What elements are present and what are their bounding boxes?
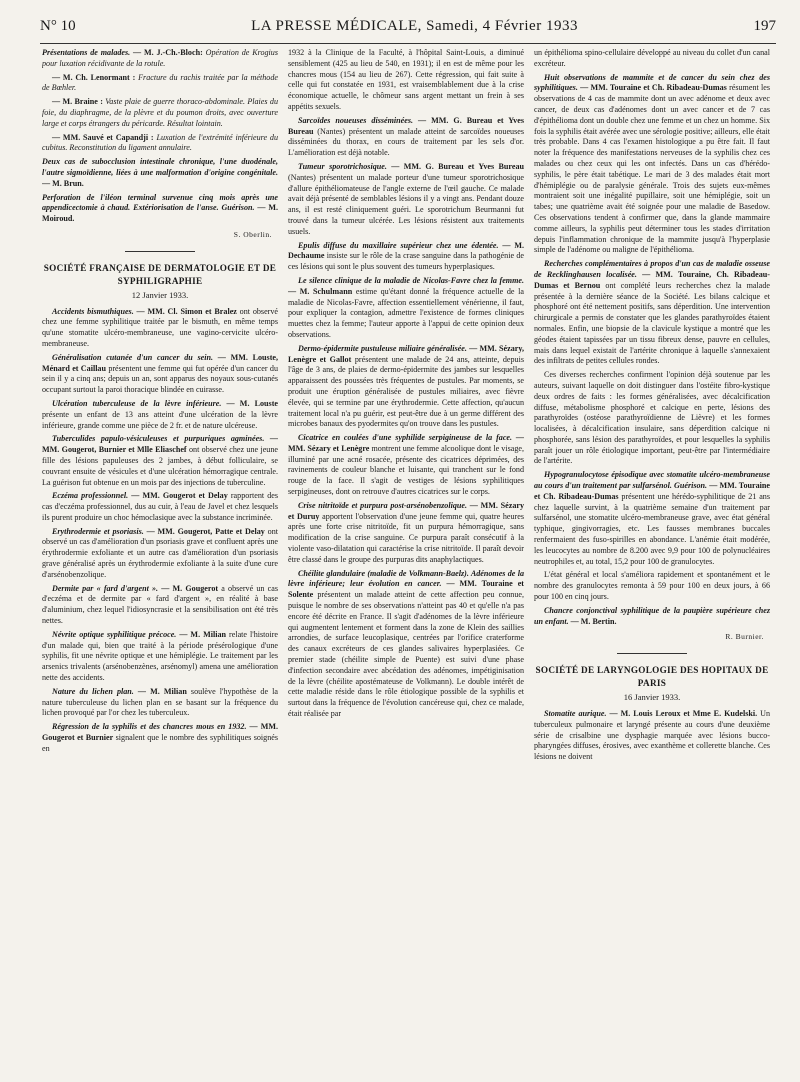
session-date: 12 Janvier 1933. bbox=[131, 289, 189, 300]
entry: Présentations de malades. — M. J.-Ch.-Bloch: Opération de Krogius pour luxation récidivante de la rotule. bbox=[42, 48, 278, 68]
entry: 1932 à la Clinique de la Faculté, à l'hôpital Saint-Louis, a diminué sensiblement (425 au lieu de 540, en 1931); il en est de même pour les chancres mous (154 au lieu de 267). Cette régression, qui fait suite à celle qui fut constatée en 1931, est vraisemblablement due à la crise économique actuelle, le chômeur sans argent mettant un frein à ses appétits sexuels. bbox=[288, 48, 524, 111]
journal-title: LA PRESSE MÉDICALE, Samedi, 4 Février 1933 bbox=[251, 18, 578, 34]
page-number: 197 bbox=[753, 18, 776, 34]
entry: Perforation de l'iléon terminal survenue cinq mois après une appendicectomie à chaud. Extériorisation de l'anse. Guérison. — M. Moiroud. bbox=[42, 192, 278, 224]
entry: Nature du lichen plan. — M. Milian soulève l'hypothèse de la nature tuberculeuse du lichen plan en se basant sur la fréquence du lichen provoqué par l'or chez les tuberculeux. bbox=[42, 686, 278, 718]
entry: Huit observations de mammite et de cancer du sein chez des syphilitiques. — MM. Touraine et Ch. Ribadeau-Dumas résument les observations de 4 cas de mammite dont un avec adénome et deux avec cancer, de deux cas d'adénomes dont un avec cancer et de 7 cas d'épithélioma dont un double chez une femme et un chez un homme. Six fois la syphilis était avérée avec une sérologie positive; ailleurs, elle était très probable. Dans 4 cas l'examen histologique a pu être fait. Il faut noter la fréquence des manifestations nerveuses de la syphilis chez ces malades ou chez ceux qui les ont infectés. Dans un cas d'hérédo-syphilis, le père était tabétique. Le mari de 3 des malades était mort d'hémiplégie ou de paralysie générale. Trois des sujets eux-mêmes montraient soit une inégalité pupillaire, soit une hémiplégie, soit un tabes; une quatrième avait été soignée pour une maladie de Basedow. Ces observations tendent à confirmer que, dans la glande mammaire comme ailleurs, la syphilis peut déterminer tous les stades d'irritation depuis l'inflammation chronique de la mammite jusqu'à l'hyperplasie simple de l'adénome ou maligne de l'épithélioma. bbox=[534, 72, 770, 255]
entry: un épithélioma spino-cellulaire développé au niveau du collet d'un canal excréteur. bbox=[534, 48, 770, 68]
entry: Chéilite glandulaire (maladie de Volkmann-Baelz). Adénomes de la lèvre inférieure; leur évolution en cancer. — MM. Touraine et Solente présentent un malade atteint de cette affection peu connue, puisque le nombre de ses observations n'atteint pas 40 et qu'elle n'a pas encore été décrite en France. Il s'agit d'adénomes de la lèvre inférieure qui augmentent lentement et forment dans la zone de Klein des saillies arrondies, de surface leucoplasique, centrées par l'orifice craterforme des canaux excréteurs de ces glandes salivaires hyperplasiées. Ce premier stade (chéilite simple de Puente) est suivi d'une phase d'infection secondaire avec abcédation des adénomes, impétiginisation de la lèvre (chéilite apostémateuse de Volkmann). Le double intérêt de cette maladie réside dans le rôle étiologique possible de la syphilis et surtout dans la fréquence de l'évolution cancéreuse qui, chez ce malade, était réalisée par bbox=[288, 568, 524, 719]
entry: — M. Ch. Lenormant : Fracture du rachis traitée par la méthode de Bœhler. bbox=[42, 72, 278, 93]
entry: Crise nitritoïde et purpura post-arsénobenzolique. — MM. Sézary et Duruy apportent l'observation d'une jeune femme qui, quatre heures après une forte crise nitritoïde, fit un purpura hémorragique, sans modification de la crise sanguine. Ce purpura paraît consécutif à la violente vaso-dilatation qui caractérise la crise nitritoïde. Il paraît devoir être classé dans le groupe des purpuras dits anaphylactiques. bbox=[288, 500, 524, 564]
entry: Tuberculides papulo-vésiculeuses et purpuriques agminées. — MM. Gougerot, Burnier et Mlle Eliaschef ont observé chez une jeune fille des lésions papuleuses des 2 jambes, à début folliculaire, se couvrant ensuite de vésicules et d'une ulcération hémorragique centrale. La guérison fut obtenue en un mois par des injections de tuberculine. bbox=[42, 434, 278, 487]
society-heading: SOCIÉTÉ FRANÇAISE DE DERMATOLOGIE ET DE SYPHILIGRAPHIE bbox=[43, 262, 277, 286]
divider bbox=[125, 251, 195, 252]
session-date: 16 Janvier 1933. bbox=[623, 692, 681, 703]
entry: Hypogranulocytose épisodique avec stomatite ulcéro-membraneuse au cours d'un traitement par sulfarsénol. Guérison. — MM. Touraine et Ch. Ribadeau-Dumas présentent une hérédo-syphilitique de 21 ans chez laquelle survint, à la quatrième semaine d'un traitement par sulfarsénol, une stomatite ulcéro-membraneuse grave, avec état général typhique, gingivorragies, etc. Les fausses membranes buccales renfermaient des fuso-spirilles en abondance. L'anémie était modérée, les leucocytes au nombre de 8.200 avec 9,9 pour 100 de polynucléaires neutrophiles et, au total, 15,2 pour 100 de granulocytes. bbox=[534, 470, 770, 566]
entry: Eczéma professionnel. — MM. Gougerot et Delay rapportent des cas d'eczéma professionnel, dus au cuir, à l'eau de Javel et chez lesquels ils purent produire un choc hémoclasique avec la substance incriminée. bbox=[42, 491, 278, 522]
entry: Stomatite aurique. — M. Louis Leroux et Mme E. Kudelski. Un tuberculeux pulmonaire et laryngé présente au cours d'une deuxième série de crisalbine une dysphagie marquée avec lésions bucco-pharyngées diffuses, érosives, avec exanthème et collerette blanche. Ces lésions ne doivent bbox=[534, 709, 770, 762]
entry: Tumeur sporotrichosique. — MM. G. Bureau et Yves Bureau (Nantes) présentent un malade porteur d'une tumeur sporotrichosique d'allure épithéliomateuse de l'angle externe de l'œil gauche. Ce malade avait déjà présenté de semblables lésions il y a vingt ans. Pendant douze ans, il est resté cliniquement guéri. Le sporotrichum Beurmanni fut trouvé dans la tumeur ulcérée. Les lésions résistent aux traitements usuels. bbox=[288, 161, 524, 236]
entry: Chancre conjonctival syphilitique de la paupière supérieure chez un enfant. — M. Bertin. bbox=[534, 605, 770, 626]
entry: — M. Braine : Vaste plaie de guerre thoraco-abdominale. Plaies du foie, du diaphragme, de la plèvre et du poumon droits, avec ouverture large et corps étrangers du péricarde. Résultat lointain. bbox=[42, 97, 278, 128]
entry: Accidents bismuthiques. — MM. Cl. Simon et Bralez ont observé chez une femme syphilitique traitée par le bismuth, en même temps qu'une stomatite ulcéro-membraneuse, une vagino-cervicite ulcéro-membraneuse. bbox=[42, 306, 278, 348]
entry: Deux cas de subocclusion intestinale chronique, l'une duodénale, l'autre sigmoïdienne, liées à une malformation d'origine congénitale. — M. Brun. bbox=[42, 157, 278, 188]
entry: Névrite optique syphilitique précoce. — M. Milian relate l'histoire d'un malade qui, bien que traité à la période préséroIogique d'une syphilis, fit une névrite optique et une hémiplégie. Le traitement par les arsenics trivalents (arsénobenzènes, arsénomyl) amena une amélioration nette des accidents. bbox=[42, 629, 278, 683]
entry: Régression de la syphilis et des chancres mous en 1932. — MM. Gougerot et Burnier signalent que le nombre des syphilitiques soignés en bbox=[42, 722, 278, 753]
entry: — MM. Sauvé et Capandji : Luxation de l'extrémité inférieure du cubitus. Reconstitution du ligament annulaire. bbox=[42, 132, 278, 153]
entry: Recherches complémentaires à propos d'un cas de maladie osseuse de Recklinghausen localisée. — MM. Touraine, Ch. Ribadeau-Dumas et Bernou ont complété leurs recherches chez la malade présentée à la dernière séance de la Société. Les bilans calcique et phosphoré ont été nettement positifs, sans déperdition. Une intervention chirurgicale a permis de constater que les glandes parathyroïdes étaient normales. Enfin, une biopsie de la clavicule kystique a montré que les géodes étaient tapissées par un tissu fibreux dense, pauvre en cellules, mais dans lequel existait de l'artérite chronique à laquelle s'annexaient des infiltrats de petites cellules rondes. bbox=[534, 259, 770, 366]
entry: Epulis diffuse du maxillaire supérieur chez une édentée. — M. Dechaume insiste sur le rôle de la crase sanguine dans la pathogénie de ces lésions qui sont le plus souvent des tumeurs hyperplasiques. bbox=[288, 240, 524, 272]
issue-number: N° 10 bbox=[40, 18, 76, 34]
column-1 bbox=[42, 48, 278, 1076]
entry: Erythrodermie et psoriasis. — MM. Gougerot, Patte et Delay ont observé un cas d'amélioration d'un psoriasis grave et confluent après une érythrodermie exfoliante et un autre cas d'amélioration d'un psoriasis grave généralisé après un érythrodermie exfoliante à la suite d'une cure d'arsénobenzolique. bbox=[42, 526, 278, 579]
entry: Dermo-épidermite pustuleuse miliaire généralisée. — MM. Sézary, Lenègre et Gallot présentent une malade de 24 ans, atteinte, depuis l'âge de 3 ans, de plaies de dermo-épidermite des jambes sur lesquelles apparaissent des poussées très fréquentes de pustules. Par moments, se produit une éruption généralisée de pustules miliaires, avec fièvre élevée, qui se termine par une érythrodermie. Cette affection, qu'aucun traitement local n'a pu guérir, est peut-être due à un germe différent des microbes banaux des pyodermites qu'on trouve dans les pustules. bbox=[288, 343, 524, 429]
entry: Sarcoïdes noueuses disséminées. — MM. G. Bureau et Yves Bureau (Nantes) présentent un malade atteint de sarcoïdes noueuses disséminées du thorax, en cours de traitement par les sels d'or. L'amélioration est déjà notable. bbox=[288, 115, 524, 158]
column-3 bbox=[534, 48, 770, 1076]
entry: Ulcération tuberculeuse de la lèvre inférieure. — M. Louste présente un enfant de 13 ans atteint d'une ulcération de la lèvre inférieure, grande comme une pièce de 2 fr. et de nature ulcéreuse. bbox=[42, 398, 278, 430]
entry: Généralisation cutanée d'un cancer du sein. — MM. Louste, Ménard et Caillau présentent une femme qui fut opérée d'un cancer du sein il y a cinq ans; depuis un an, sont apparus des noyaux sous-cutanés occupant surtout la paroi thoracique blindée en cuirasse. bbox=[42, 352, 278, 395]
entry: Cicatrice en coulées d'une syphilide serpigineuse de la face. — MM. Sézary et Lenègre montrent une femme alcoolique dont le visage, illuminé par une acné rosacée, présente des cicatrices déprimées, des ravinements de couleur blanche et luisante, qui tranchent sur le fond rouge de la face. Il s'agit de vestiges de lésions syphilitiques serpigineuses, dont on retrouve d'autres cicatrices sur le corps. bbox=[288, 433, 524, 497]
signature: S. Oberlin. bbox=[233, 229, 272, 239]
society-heading: SOCIÉTÉ DE LARYNGOLOGIE DES HOPITAUX DE PARIS bbox=[535, 665, 769, 689]
entry: Dermite par « fard d'argent ». — M. Gougerot a observé un cas d'eczéma et de dermite par « fard d'argent », en réalité à base d'aluminium, chez lequel l'idiosyncrasie et la sensibilisation ont été très nettes. bbox=[42, 583, 278, 626]
signature: R. Burnier. bbox=[725, 632, 764, 642]
entry: Ces diverses recherches confirment l'opinion déjà soutenue par les auteurs, suivant laquelle on doit distinguer dans l'ostéite fibro-kystique deux ordres de faits : les formes généralisées, avec décalcification diffuse, métabolisme phosphoré et calcique en perte, lésions des parathyroïdes (ostéose parathyroïdienne de Lièvre) et les formes localisées, à décalcification insulaire, sans déperdition calcique ni phosphorée, sans lésion des parathyroïdes, et pour lesquelles la syphilis paraît jouer un rôle étiologique important, peut-être par l'intermédiaire de l'artérite. bbox=[534, 370, 770, 466]
column-2 bbox=[288, 48, 524, 1076]
entry: Le silence clinique de la maladie de Nicolas-Favre chez la femme. — M. Schulmann estime qu'étant donné la fréquence actuelle de la maladie de Nicolas-Favre, affection essentiellement vénérienne, il faut, pour expliquer la contagion, admettre l'existence de formes cliniques muettes chez la femme; l'auteur apporte à l'appui de cette opinion deux observations. bbox=[288, 275, 524, 339]
page-header bbox=[40, 18, 776, 44]
columns bbox=[42, 48, 776, 1076]
entry: L'état général et local s'améliora rapidement et spontanément et le nombre des granulocytes remonta à 59 pour 100 en deux jours, à 66 pour 100 en cinq jours. bbox=[534, 570, 770, 602]
divider bbox=[617, 653, 687, 654]
